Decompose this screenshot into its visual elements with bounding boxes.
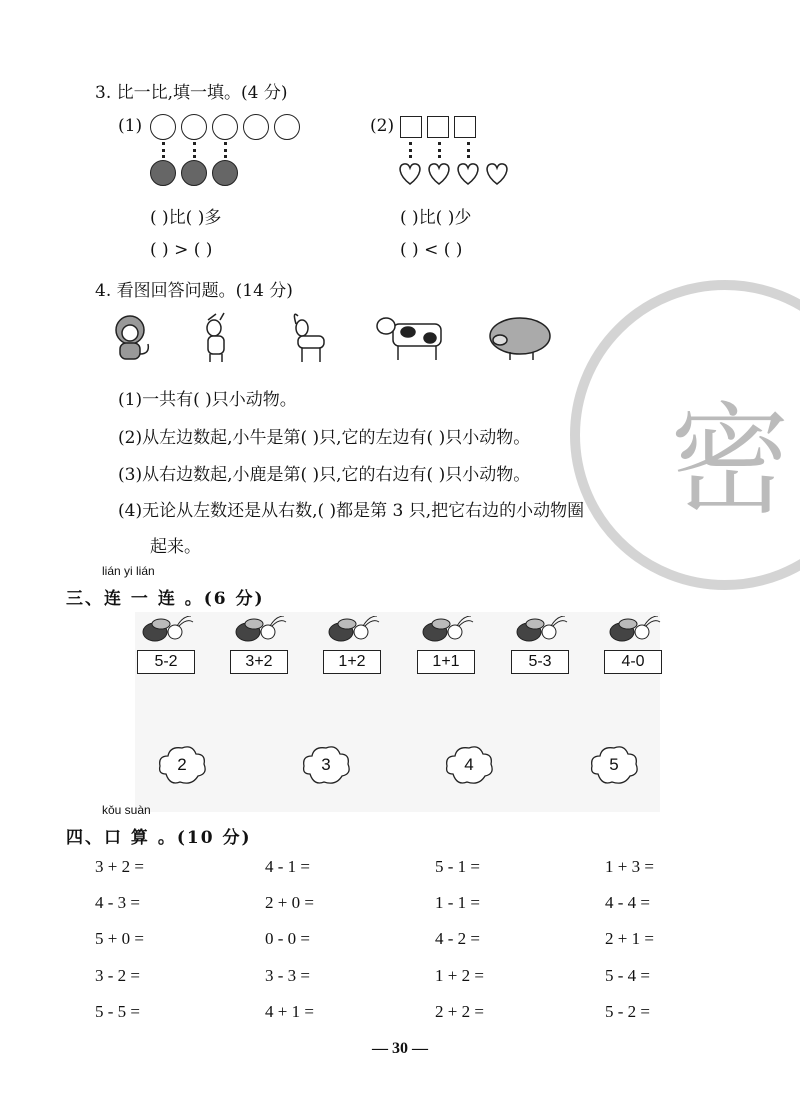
bee-icon: [230, 616, 288, 646]
expression-box: 1+2: [323, 650, 381, 674]
sec4-pinyin: kǒu suàn: [102, 803, 151, 817]
dotted-line: [193, 142, 199, 158]
q3-title: 3. 比一比,填一填。(4 分): [95, 83, 288, 103]
q3-squares-row: [400, 116, 476, 142]
cloud-number: 2: [177, 755, 187, 774]
expression-box: 5-2: [137, 650, 195, 674]
bee-icon: [417, 616, 475, 646]
q4-item-2: (2)从左边数起,小牛是第( )只,它的左边有( )只小动物。: [118, 428, 531, 448]
calc-problem: 2 + 1 =: [605, 929, 654, 948]
calc-problem: 3 + 2 =: [95, 857, 144, 876]
heart-icon: [429, 164, 449, 184]
expression-box: 4-0: [604, 650, 662, 674]
calc-problem: 1 + 3 =: [605, 857, 654, 876]
q3-row1-left: ( )比( )多: [150, 208, 222, 228]
square-icon: [427, 116, 449, 138]
bee-icon: [137, 616, 195, 646]
bee-expression-card[interactable]: [604, 616, 662, 674]
cloud-number: 3: [321, 755, 331, 774]
empty-circle-icon: [212, 114, 238, 140]
empty-circle-icon: [150, 114, 176, 140]
empty-circle-icon: [181, 114, 207, 140]
expression-box: 1+1: [417, 650, 475, 674]
expression-box: 5-3: [511, 650, 569, 674]
q4-animals-row: [108, 310, 568, 365]
dotted-line: [409, 142, 415, 158]
heart-icon: [400, 164, 420, 184]
q4-item-4: (4)无论从左数还是从右数,( )都是第 3 只,把它右边的小动物圈: [118, 501, 585, 521]
calc-problem: 4 + 1 =: [265, 1002, 314, 1021]
q3-part2-label: (2): [370, 116, 395, 136]
goat-icon: [294, 314, 324, 362]
q3-row2-right: ( ) < ( ): [400, 240, 463, 260]
sec3-title: 三、连 一 连 。(6 分): [66, 589, 265, 609]
calc-problem: 5 - 2 =: [605, 1002, 650, 1021]
cloud-number: 4: [464, 755, 474, 774]
calc-problem: 1 - 1 =: [435, 893, 480, 912]
heart-icon: [487, 164, 507, 184]
calc-problem: 1 + 2 =: [435, 966, 484, 985]
dotted-line: [224, 142, 230, 158]
sec3-panel: [135, 612, 660, 812]
calc-problem: 4 - 1 =: [265, 857, 310, 876]
q3-row1-right: ( )比( )少: [400, 208, 472, 228]
square-icon: [454, 116, 476, 138]
empty-circle-icon: [243, 114, 269, 140]
q3-row2-left: ( ) > ( ): [150, 240, 213, 260]
q4-item-3: (3)从右边数起,小鹿是第( )只,它的右边有( )只小动物。: [118, 465, 531, 485]
pig-icon: [490, 318, 550, 360]
calc-problem: 4 - 4 =: [605, 893, 650, 912]
calc-problem: 5 + 0 =: [95, 929, 144, 948]
calc-problem: 2 + 2 =: [435, 1002, 484, 1021]
calc-problem: 5 - 4 =: [605, 966, 650, 985]
deer-icon: [207, 313, 224, 362]
calc-problem: 5 - 1 =: [435, 857, 480, 876]
bee-expression-card[interactable]: [137, 616, 195, 674]
empty-circle-icon: [274, 114, 300, 140]
dotted-line: [162, 142, 168, 158]
calc-problem: 3 - 2 =: [95, 966, 140, 985]
bee-icon: [323, 616, 381, 646]
cow-icon: [377, 318, 441, 360]
cloud-number: 5: [609, 755, 619, 774]
filled-circle-icon: [212, 160, 238, 186]
calc-problem: 2 + 0 =: [265, 893, 314, 912]
bee-icon: [604, 616, 662, 646]
bee-expression-card[interactable]: [511, 616, 569, 674]
q4-item-4-cont: 起来。: [150, 537, 201, 557]
filled-circle-icon: [181, 160, 207, 186]
sec3-pinyin: lián yi lián: [102, 564, 155, 578]
expression-box: 3+2: [230, 650, 288, 674]
bee-expression-card[interactable]: [230, 616, 288, 674]
calc-problem: 5 - 5 =: [95, 1002, 140, 1021]
sec4-title: 四、口 算 。(10 分): [66, 828, 252, 848]
dotted-line: [438, 142, 444, 158]
bee-expression-card[interactable]: [323, 616, 381, 674]
dotted-line: [467, 142, 473, 158]
filled-circle-icon: [150, 160, 176, 186]
q3-filled-circles-row: [150, 160, 238, 190]
page-number: — 30 —: [372, 1040, 428, 1057]
q4-item-1: (1)一共有( )只小动物。: [118, 390, 297, 410]
calc-problem: 3 - 3 =: [265, 966, 310, 985]
calc-problem: 4 - 2 =: [435, 929, 480, 948]
calc-problem: 0 - 0 =: [265, 929, 310, 948]
bee-expression-card[interactable]: [417, 616, 475, 674]
q3-part1-label: (1): [118, 116, 143, 136]
heart-icon: [458, 164, 478, 184]
bee-icon: [511, 616, 569, 646]
monkey-icon: [116, 316, 148, 359]
confidential-stamp-char: 密: [670, 392, 790, 531]
q4-title: 4. 看图回答问题。(14 分): [95, 281, 293, 301]
q3-circles-row: [150, 114, 300, 144]
q3-hearts-row: [396, 160, 516, 188]
calc-problem: 4 - 3 =: [95, 893, 140, 912]
square-icon: [400, 116, 422, 138]
